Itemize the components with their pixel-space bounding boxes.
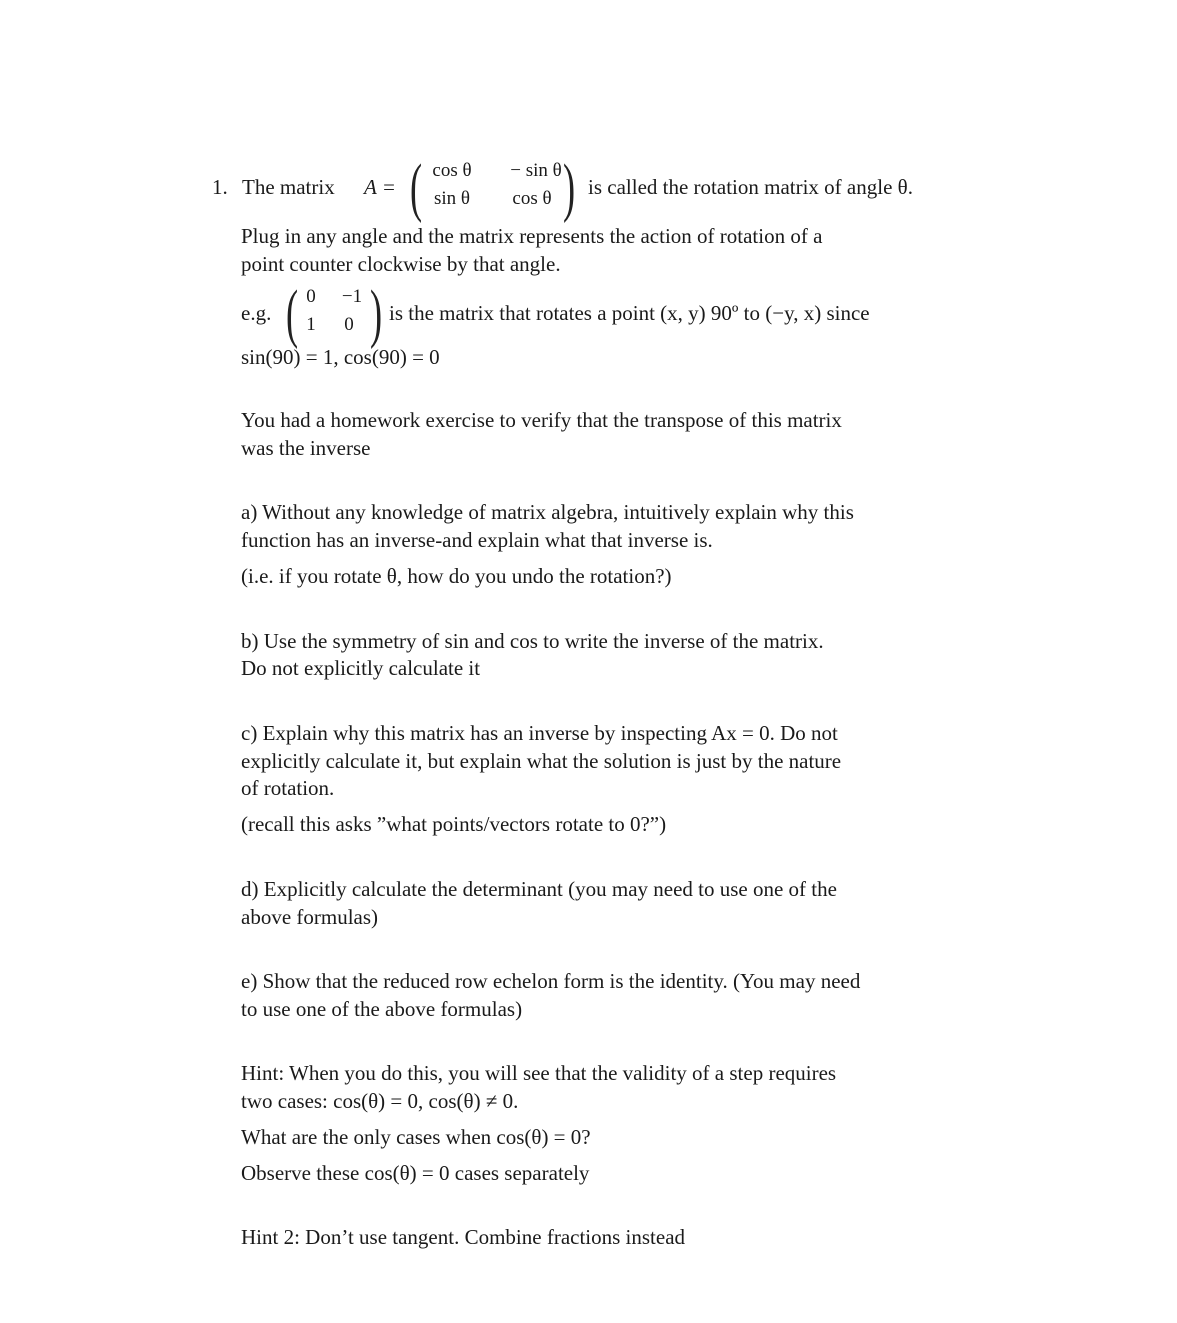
part-a-text: a) Without any knowledge of matrix algebra, intuitively explain why this [241,500,854,524]
part-c-text: of rotation. [241,776,335,800]
hint-2-text: Hint 2: Don’t use tangent. Combine fractions instead [241,1225,686,1249]
part-c-text: c) Explain why this matrix has an inverse by inspecting Ax = 0. Do not [241,721,838,745]
part-d-text: above formulas) [241,905,379,929]
matrix-cell: 0 [344,314,354,335]
eg-description: is the matrix that rotates a point (x, y) 90º to (−y, x) since [389,301,870,325]
left-paren: ( [286,277,299,350]
part-d-text: d) Explicitly calculate the determinant (you may need to use one of the [241,877,837,901]
eg-values: sin(90) = 1, cos(90) = 0 [241,345,440,369]
hint-observation: Observe these cos(θ) = 0 cases separately [241,1161,590,1185]
part-c-text: explicitly calculate it, but explain what the solution is just by the nature [241,749,842,773]
hint-text: two cases: cos(θ) = 0, cos(θ) ≠ 0. [241,1089,519,1113]
matrix-name: A = [364,175,396,199]
plug-text: point counter clockwise by that angle. [241,252,561,276]
matrix-cell: −1 [341,286,363,307]
part-a-note: (i.e. if you rotate θ, how do you undo the rotation?) [241,564,672,588]
matrix-cell: 1 [306,314,316,335]
eg-label: e.g. [241,301,272,325]
matrix-cell: 0 [306,286,316,307]
part-c-note: (recall this asks ”what points/vectors rotate to 0?”) [241,812,667,836]
hint-question: What are the only cases when cos(θ) = 0? [241,1125,591,1149]
hint-text: Hint: When you do this, you will see that the validity of a step requires [241,1061,837,1085]
part-b-text: Do not explicitly calculate it [241,656,481,680]
part-a-text: function has an inverse-and explain what that inverse is. [241,528,713,552]
homework-text: You had a homework exercise to verify that the transpose of this matrix [241,408,842,432]
matrix-cell: − sin θ [510,160,562,181]
homework-text: was the inverse [241,436,371,460]
right-paren: ) [563,151,576,224]
intro-text-before: The matrix [242,175,335,199]
matrix-cell: cos θ [512,188,552,209]
part-b-text: b) Use the symmetry of sin and cos to write the inverse of the matrix. [241,629,824,653]
part-e-text: to use one of the above formulas) [241,997,523,1021]
part-e-text: e) Show that the reduced row echelon form is the identity. (You may need [241,969,861,993]
matrix-cell: sin θ [433,188,471,209]
intro-text-after: is called the rotation matrix of angle θ. [588,175,913,199]
problem-number: 1. [212,175,228,199]
matrix-cell: cos θ [432,160,472,181]
plug-text: Plug in any angle and the matrix represents the action of rotation of a [241,224,823,248]
right-paren: ) [370,277,383,350]
left-paren: ( [410,151,423,224]
